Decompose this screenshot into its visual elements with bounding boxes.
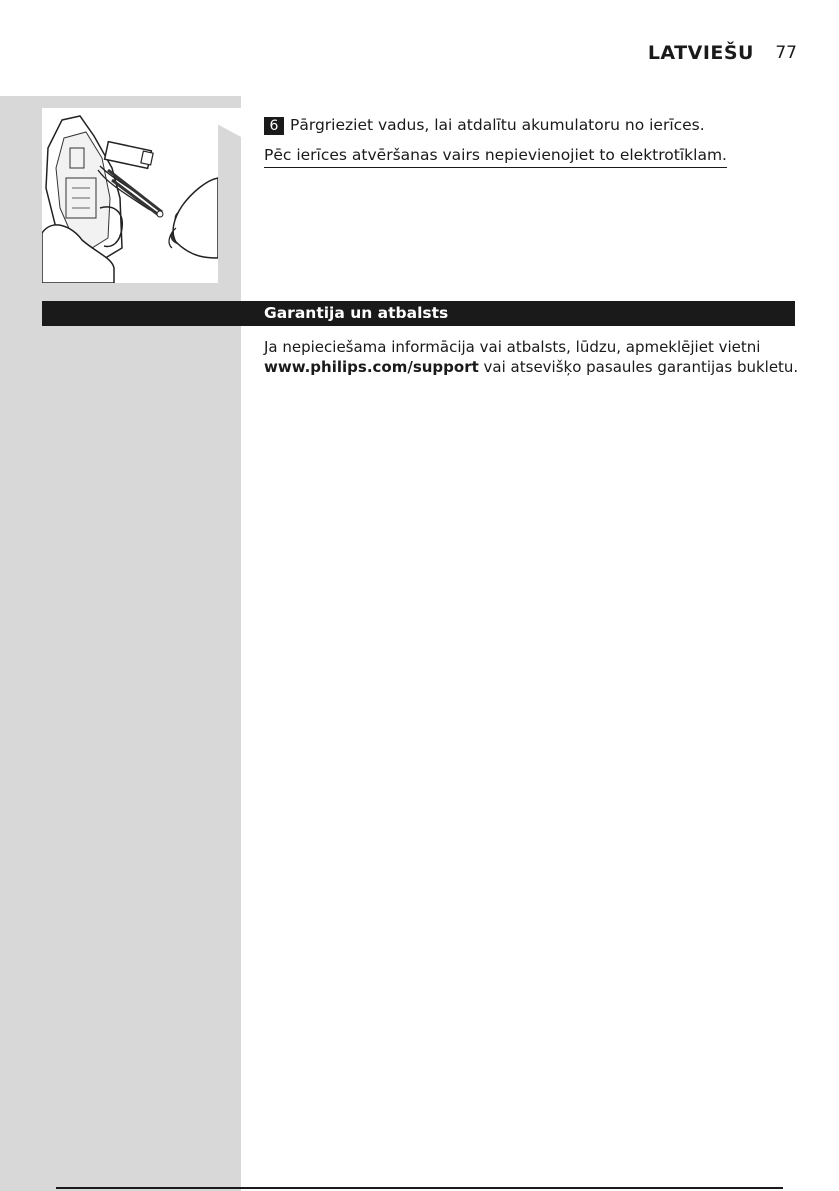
section-body: [264, 337, 804, 377]
cutting-battery-wires-illustration: [42, 108, 218, 283]
section-header-bar: [42, 301, 795, 326]
body-text-end: vai atsevišķo pasaules garantijas bukletu.: [478, 358, 799, 376]
body-text-intro: Ja nepieciešama informācija vai atbalsts, lūdzu, apmeklējiet vietni: [264, 338, 761, 356]
illustration-panel: [42, 108, 218, 283]
footer-divider: [56, 1187, 783, 1189]
header-divider: [0, 94, 839, 95]
support-url: www.philips.com/support: [264, 358, 479, 376]
step-number-badge: 6: [264, 117, 284, 135]
warning-text: Pēc ierīces atvēršanas vairs nepievienojiet to elektrotīklam.: [264, 146, 727, 168]
callout-pointer: [217, 108, 243, 138]
header-language: LATVIEŠU: [647, 42, 754, 64]
step-instruction: [264, 116, 705, 135]
section-title: Garantija un atbalsts: [264, 304, 449, 322]
step-text: Pārgrieziet vadus, lai atdalītu akumulatoru no ierīces.: [290, 116, 705, 134]
page-number: 77: [775, 43, 797, 63]
